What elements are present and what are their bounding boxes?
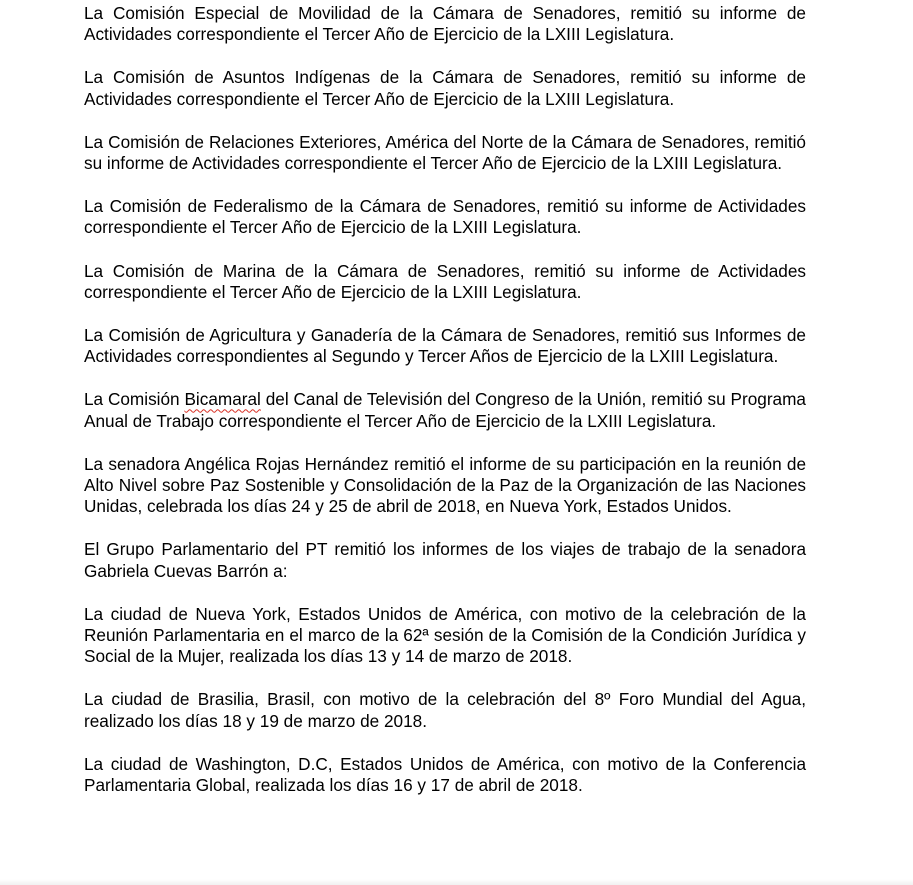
paragraph: El Grupo Parlamentario del PT remitió los informes de los viajes de trabajo de la senadora Gabriela Cuevas Barrón a:: [84, 539, 806, 581]
document-body[interactable]: [84, 3, 806, 818]
paragraph-text-before: La Comisión: [84, 389, 185, 410]
paragraph: La Comisión de Relaciones Exteriores, América del Norte de la Cámara de Senadores, remitió su informe de Actividades correspondiente el Tercer Año de Ejercicio de la LXIII Legislatura.: [84, 131, 806, 174]
page-bottom-edge: [0, 879, 913, 885]
paragraph: La ciudad de Brasilia, Brasil, con motivo de la celebración del 8º Foro Mundial del Agua, realizado los días 18 y 19 de marzo de 2018.: [84, 689, 806, 731]
paragraph: La ciudad de Washington, D.C, Estados Unidos de América, con motivo de la Conferencia Parlamentaria Global, realizada los días 16 y 17 de abril de 2018.: [84, 753, 806, 796]
paragraph: La ciudad de Nueva York, Estados Unidos de América, con motivo de la celebración de la Reunión Parlamentaria en el marco de la 62ª sesión de la Comisión de la Condición Jurídica y Social de la Mujer, realizada los días 13 y 14 de marzo de 2018.: [84, 603, 806, 667]
paragraph: La Comisión de Agricultura y Ganadería de la Cámara de Senadores, remitió sus Informes de Actividades correspondientes al Segundo y Tercer Años de Ejercicio de la LXIII Legislatura.: [84, 325, 806, 367]
paragraph: La Comisión de Marina de la Cámara de Senadores, remitió su informe de Actividades correspondiente el Tercer Año de Ejercicio de la LXIII Legislatura.: [84, 260, 806, 302]
paragraph: La Comisión de Federalismo de la Cámara de Senadores, remitió su informe de Actividades correspondiente el Tercer Año de Ejercicio de la LXIII Legislatura.: [84, 196, 806, 238]
paragraph: La Comisión de Asuntos Indígenas de la Cámara de Senadores, remitió su informe de Actividades correspondiente el Tercer Año de Ejercicio de la LXIII Legislatura.: [84, 67, 806, 109]
paragraph: La Comisión Especial de Movilidad de la Cámara de Senadores, remitió su informe de Actividades correspondiente el Tercer Año de Ejercicio de la LXIII Legislatura.: [84, 3, 806, 45]
paragraph: La senadora Angélica Rojas Hernández remitió el informe de su participación en la reunión de Alto Nivel sobre Paz Sostenible y Consolidación de la Paz de la Organización de las Naciones Unidas, celebrada los días 24 y 25 de abril de 2018, en Nueva York, Estados Unidos.: [84, 453, 806, 517]
paragraph: [84, 389, 806, 431]
paragraph-text-after: del Canal de Televisión del Congreso de la Unión, remitió su Programa Anual de Trabajo correspondiente el Tercer Año de Ejercicio de la LXIII Legislatura.: [84, 389, 806, 431]
spellcheck-flagged-word[interactable]: Bicamaral: [184, 389, 261, 410]
